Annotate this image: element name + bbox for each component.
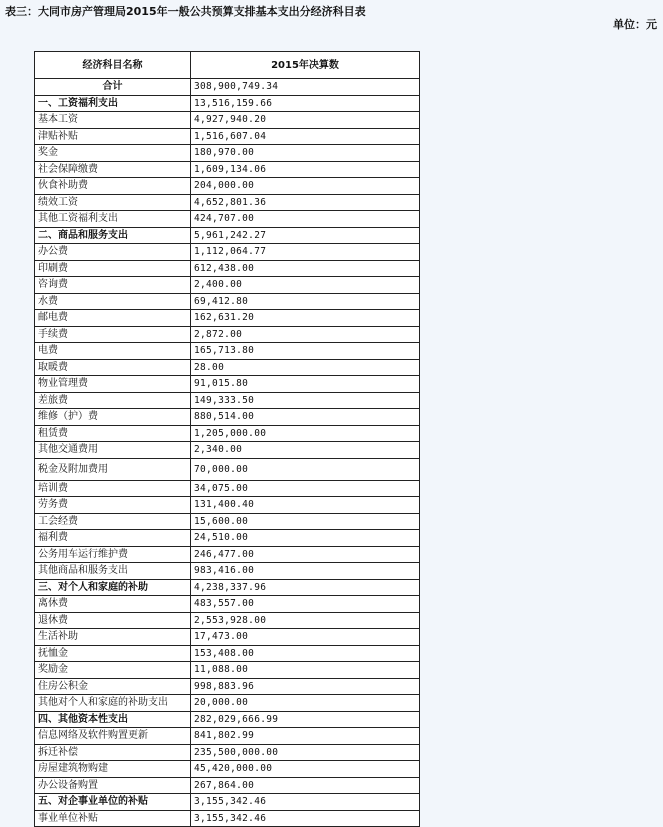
table-row <box>35 728 420 745</box>
table-row <box>35 530 420 547</box>
row-amount: 28.00 <box>191 359 420 376</box>
table-row <box>35 458 420 480</box>
table-row <box>35 343 420 360</box>
row-item-name: 印刷费 <box>35 260 191 277</box>
row-amount: 282,029,666.99 <box>191 711 420 728</box>
row-amount: 15,600.00 <box>191 513 420 530</box>
row-amount: 1,205,000.00 <box>191 425 420 442</box>
row-amount: 998,883.96 <box>191 678 420 695</box>
row-item-name: 住房公积金 <box>35 678 191 695</box>
row-amount: 162,631.20 <box>191 310 420 327</box>
table-row <box>35 244 420 261</box>
row-amount: 13,516,159.66 <box>191 95 420 112</box>
table-row <box>35 546 420 563</box>
row-item-name: 水费 <box>35 293 191 310</box>
table-row <box>35 678 420 695</box>
row-amount: 4,927,940.20 <box>191 112 420 129</box>
table-row <box>35 310 420 327</box>
row-amount: 17,473.00 <box>191 629 420 646</box>
row-item-name: 差旅费 <box>35 392 191 409</box>
row-amount: 20,000.00 <box>191 695 420 712</box>
table-row <box>35 194 420 211</box>
table-row <box>35 810 420 827</box>
row-amount: 91,015.80 <box>191 376 420 393</box>
row-item-name: 物业管理费 <box>35 376 191 393</box>
row-item-name: 房屋建筑物购建 <box>35 761 191 778</box>
row-amount: 34,075.00 <box>191 480 420 497</box>
table-row <box>35 376 420 393</box>
table-row <box>35 260 420 277</box>
row-amount: 180,970.00 <box>191 145 420 162</box>
row-item-name: 合计 <box>35 79 191 96</box>
row-item-name: 手续费 <box>35 326 191 343</box>
row-item-name: 拆迁补偿 <box>35 744 191 761</box>
report-title: 表三：大同市房产管理局2015年一般公共预算支排基本支出分经济科目表 <box>5 5 366 18</box>
row-amount: 4,652,801.36 <box>191 194 420 211</box>
row-item-name: 办公费 <box>35 244 191 261</box>
table-row <box>35 596 420 613</box>
row-amount: 1,112,064.77 <box>191 244 420 261</box>
row-item-name: 三、对个人和家庭的补助 <box>35 579 191 596</box>
row-item-name: 信息网络及软件购置更新 <box>35 728 191 745</box>
row-amount: 5,961,242.27 <box>191 227 420 244</box>
category-row <box>35 794 420 811</box>
row-amount: 45,420,000.00 <box>191 761 420 778</box>
table-row <box>35 392 420 409</box>
row-item-name: 电费 <box>35 343 191 360</box>
row-item-name: 事业单位补贴 <box>35 810 191 827</box>
table-row <box>35 761 420 778</box>
row-amount: 2,553,928.00 <box>191 612 420 629</box>
row-item-name: 公务用车运行维护费 <box>35 546 191 563</box>
row-amount: 24,510.00 <box>191 530 420 547</box>
category-row <box>35 227 420 244</box>
row-item-name: 二、商品和服务支出 <box>35 227 191 244</box>
row-item-name: 其他工资福利支出 <box>35 211 191 228</box>
category-row <box>35 95 420 112</box>
row-amount: 131,400.40 <box>191 497 420 514</box>
row-amount: 983,416.00 <box>191 563 420 580</box>
row-item-name: 津贴补贴 <box>35 128 191 145</box>
budget-table <box>34 51 420 827</box>
table-row <box>35 128 420 145</box>
table-row <box>35 293 420 310</box>
row-amount: 246,477.00 <box>191 546 420 563</box>
row-amount: 483,557.00 <box>191 596 420 613</box>
row-item-name: 一、工资福利支出 <box>35 95 191 112</box>
table-row <box>35 211 420 228</box>
row-item-name: 取暖费 <box>35 359 191 376</box>
table-row <box>35 629 420 646</box>
category-row <box>35 711 420 728</box>
row-amount: 165,713.80 <box>191 343 420 360</box>
category-row <box>35 579 420 596</box>
table-row <box>35 442 420 459</box>
row-item-name: 办公设备购置 <box>35 777 191 794</box>
row-item-name: 租赁费 <box>35 425 191 442</box>
row-item-name: 退休费 <box>35 612 191 629</box>
row-item-name: 抚恤金 <box>35 645 191 662</box>
row-amount: 3,155,342.46 <box>191 810 420 827</box>
table-row <box>35 112 420 129</box>
table-row <box>35 359 420 376</box>
header-row <box>35 52 420 79</box>
row-item-name: 培训费 <box>35 480 191 497</box>
table-row <box>35 326 420 343</box>
row-amount: 11,088.00 <box>191 662 420 679</box>
table-row <box>35 409 420 426</box>
row-amount: 880,514.00 <box>191 409 420 426</box>
row-item-name: 福利费 <box>35 530 191 547</box>
row-amount: 841,802.99 <box>191 728 420 745</box>
row-item-name: 其他对个人和家庭的补助支出 <box>35 695 191 712</box>
row-item-name: 生活补助 <box>35 629 191 646</box>
table-row <box>35 145 420 162</box>
row-item-name: 奖励金 <box>35 662 191 679</box>
table-row <box>35 695 420 712</box>
row-item-name: 其他交通费用 <box>35 442 191 459</box>
total-row <box>35 79 420 96</box>
row-item-name: 税金及附加费用 <box>35 458 191 480</box>
table-row <box>35 563 420 580</box>
table-row <box>35 178 420 195</box>
row-amount: 153,408.00 <box>191 645 420 662</box>
table-row <box>35 161 420 178</box>
row-amount: 3,155,342.46 <box>191 794 420 811</box>
row-item-name: 基本工资 <box>35 112 191 129</box>
row-amount: 149,333.50 <box>191 392 420 409</box>
row-amount: 1,516,607.04 <box>191 128 420 145</box>
row-item-name: 咨询费 <box>35 277 191 294</box>
table-row <box>35 777 420 794</box>
row-item-name: 社会保障缴费 <box>35 161 191 178</box>
row-item-name: 离休费 <box>35 596 191 613</box>
row-amount: 1,609,134.06 <box>191 161 420 178</box>
table-row <box>35 744 420 761</box>
row-item-name: 五、对企事业单位的补贴 <box>35 794 191 811</box>
table-row <box>35 612 420 629</box>
row-amount: 70,000.00 <box>191 458 420 480</box>
table-row <box>35 497 420 514</box>
column-header-amount: 2015年决算数 <box>191 52 420 79</box>
row-amount: 204,000.00 <box>191 178 420 195</box>
row-item-name: 四、其他资本性支出 <box>35 711 191 728</box>
row-amount: 308,900,749.34 <box>191 79 420 96</box>
row-item-name: 劳务费 <box>35 497 191 514</box>
table-row <box>35 513 420 530</box>
row-amount: 69,412.80 <box>191 293 420 310</box>
row-amount: 235,500,000.00 <box>191 744 420 761</box>
row-item-name: 其他商品和服务支出 <box>35 563 191 580</box>
table-row <box>35 277 420 294</box>
table-row <box>35 662 420 679</box>
row-item-name: 工会经费 <box>35 513 191 530</box>
row-amount: 267,864.00 <box>191 777 420 794</box>
row-item-name: 伙食补助费 <box>35 178 191 195</box>
table-row <box>35 645 420 662</box>
row-amount: 2,400.00 <box>191 277 420 294</box>
table-row <box>35 480 420 497</box>
row-item-name: 维修（护）费 <box>35 409 191 426</box>
row-amount: 612,438.00 <box>191 260 420 277</box>
row-amount: 424,707.00 <box>191 211 420 228</box>
row-item-name: 邮电费 <box>35 310 191 327</box>
unit-label: 单位：元 <box>613 18 657 31</box>
column-header-category: 经济科目名称 <box>35 52 191 79</box>
row-item-name: 奖金 <box>35 145 191 162</box>
table-row <box>35 425 420 442</box>
row-amount: 2,872.00 <box>191 326 420 343</box>
row-amount: 4,238,337.96 <box>191 579 420 596</box>
row-item-name: 绩效工资 <box>35 194 191 211</box>
row-amount: 2,340.00 <box>191 442 420 459</box>
